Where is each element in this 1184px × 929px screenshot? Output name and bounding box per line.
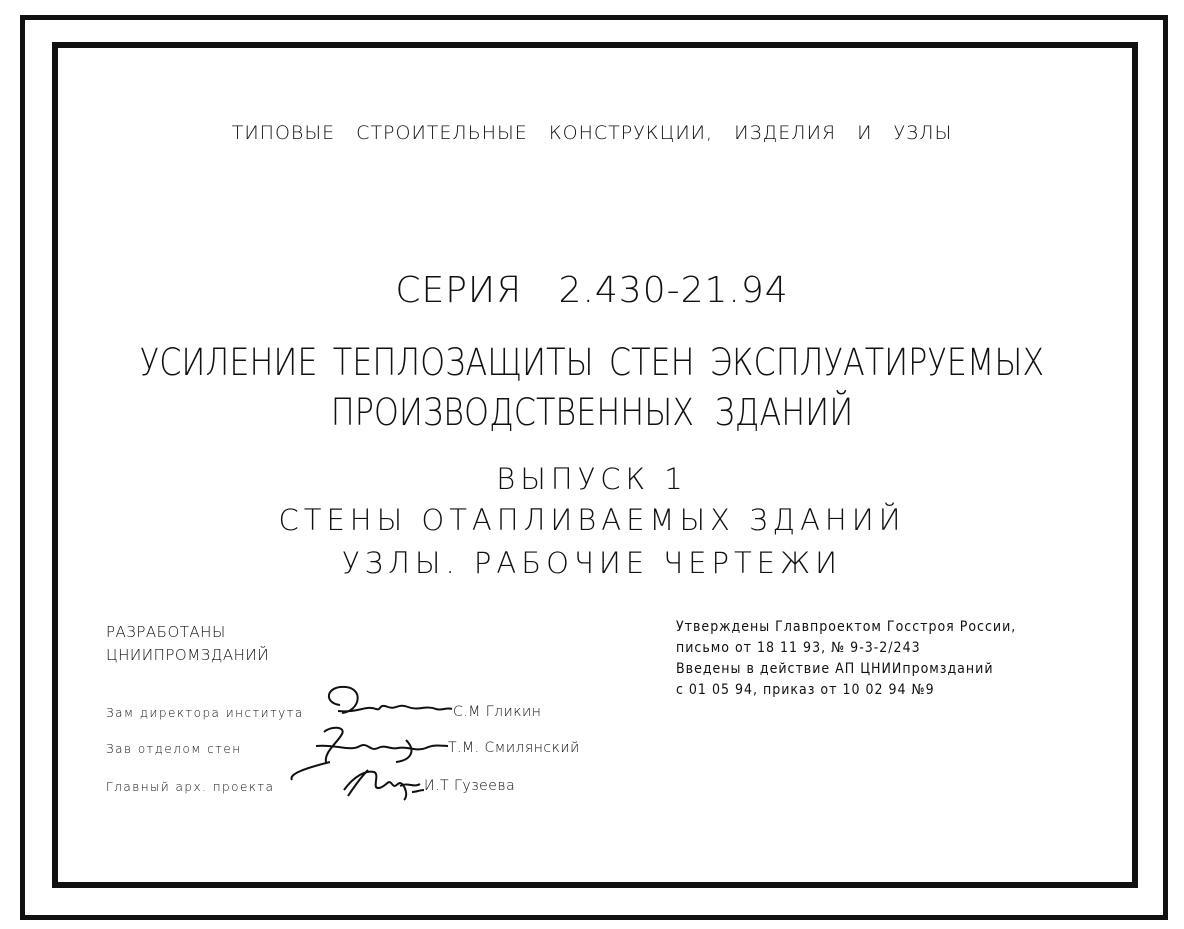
approval-line-1: Утверждены Главпроектом Госстроя России, (676, 619, 1017, 635)
approval-line-3: Введены в действие АП ЦНИИпромзданий (676, 661, 994, 677)
developer-label: РАЗРАБОТАНЫ (106, 623, 226, 641)
subtitle-line-2: УЗЛЫ. РАБОЧИЕ ЧЕРТЕЖИ (341, 546, 843, 580)
signature-guzeeva (338, 766, 428, 804)
document-title-line-1: УСИЛЕНИЕ ТЕПЛОЗАЩИТЫ СТЕН ЭКСПЛУАТИРУЕМЫХ (139, 341, 1045, 384)
approval-line-2: письмо от 18 11 93, № 9-3-2/243 (676, 640, 921, 656)
signature-role-2: Зав отделом стен (106, 742, 242, 756)
subtitle-line-1: СТЕНЫ ОТАПЛИВАЕМЫХ ЗДАНИЙ (278, 503, 906, 537)
signature-role-3: Главный арх. проекта (106, 780, 275, 794)
document-title-line-2: ПРОИЗВОДСТВЕННЫХ ЗДАНИЙ (330, 391, 854, 434)
signature-name-3: И.Т Гузеева (424, 778, 516, 794)
signature-glikin (318, 683, 458, 723)
series-number: СЕРИЯ 2.430-21.94 (395, 270, 789, 311)
developer-organization: ЦНИИПРОМЗДАНИЙ (106, 646, 270, 664)
signature-name-1: С.М Гликин (453, 704, 542, 720)
category-heading: ТИПОВЫЕ СТРОИТЕЛЬНЫЕ КОНСТРУКЦИИ, ИЗДЕЛИЯ И УЗЛЫ (231, 122, 953, 144)
signature-role-1: Зам директора института (106, 706, 304, 720)
issue-number: ВЫПУСК 1 (496, 462, 688, 496)
signature-name-2: Т.М. Смилянский (448, 740, 580, 756)
approval-line-4: с 01 05 94, приказ от 10 02 94 №9 (676, 682, 935, 698)
